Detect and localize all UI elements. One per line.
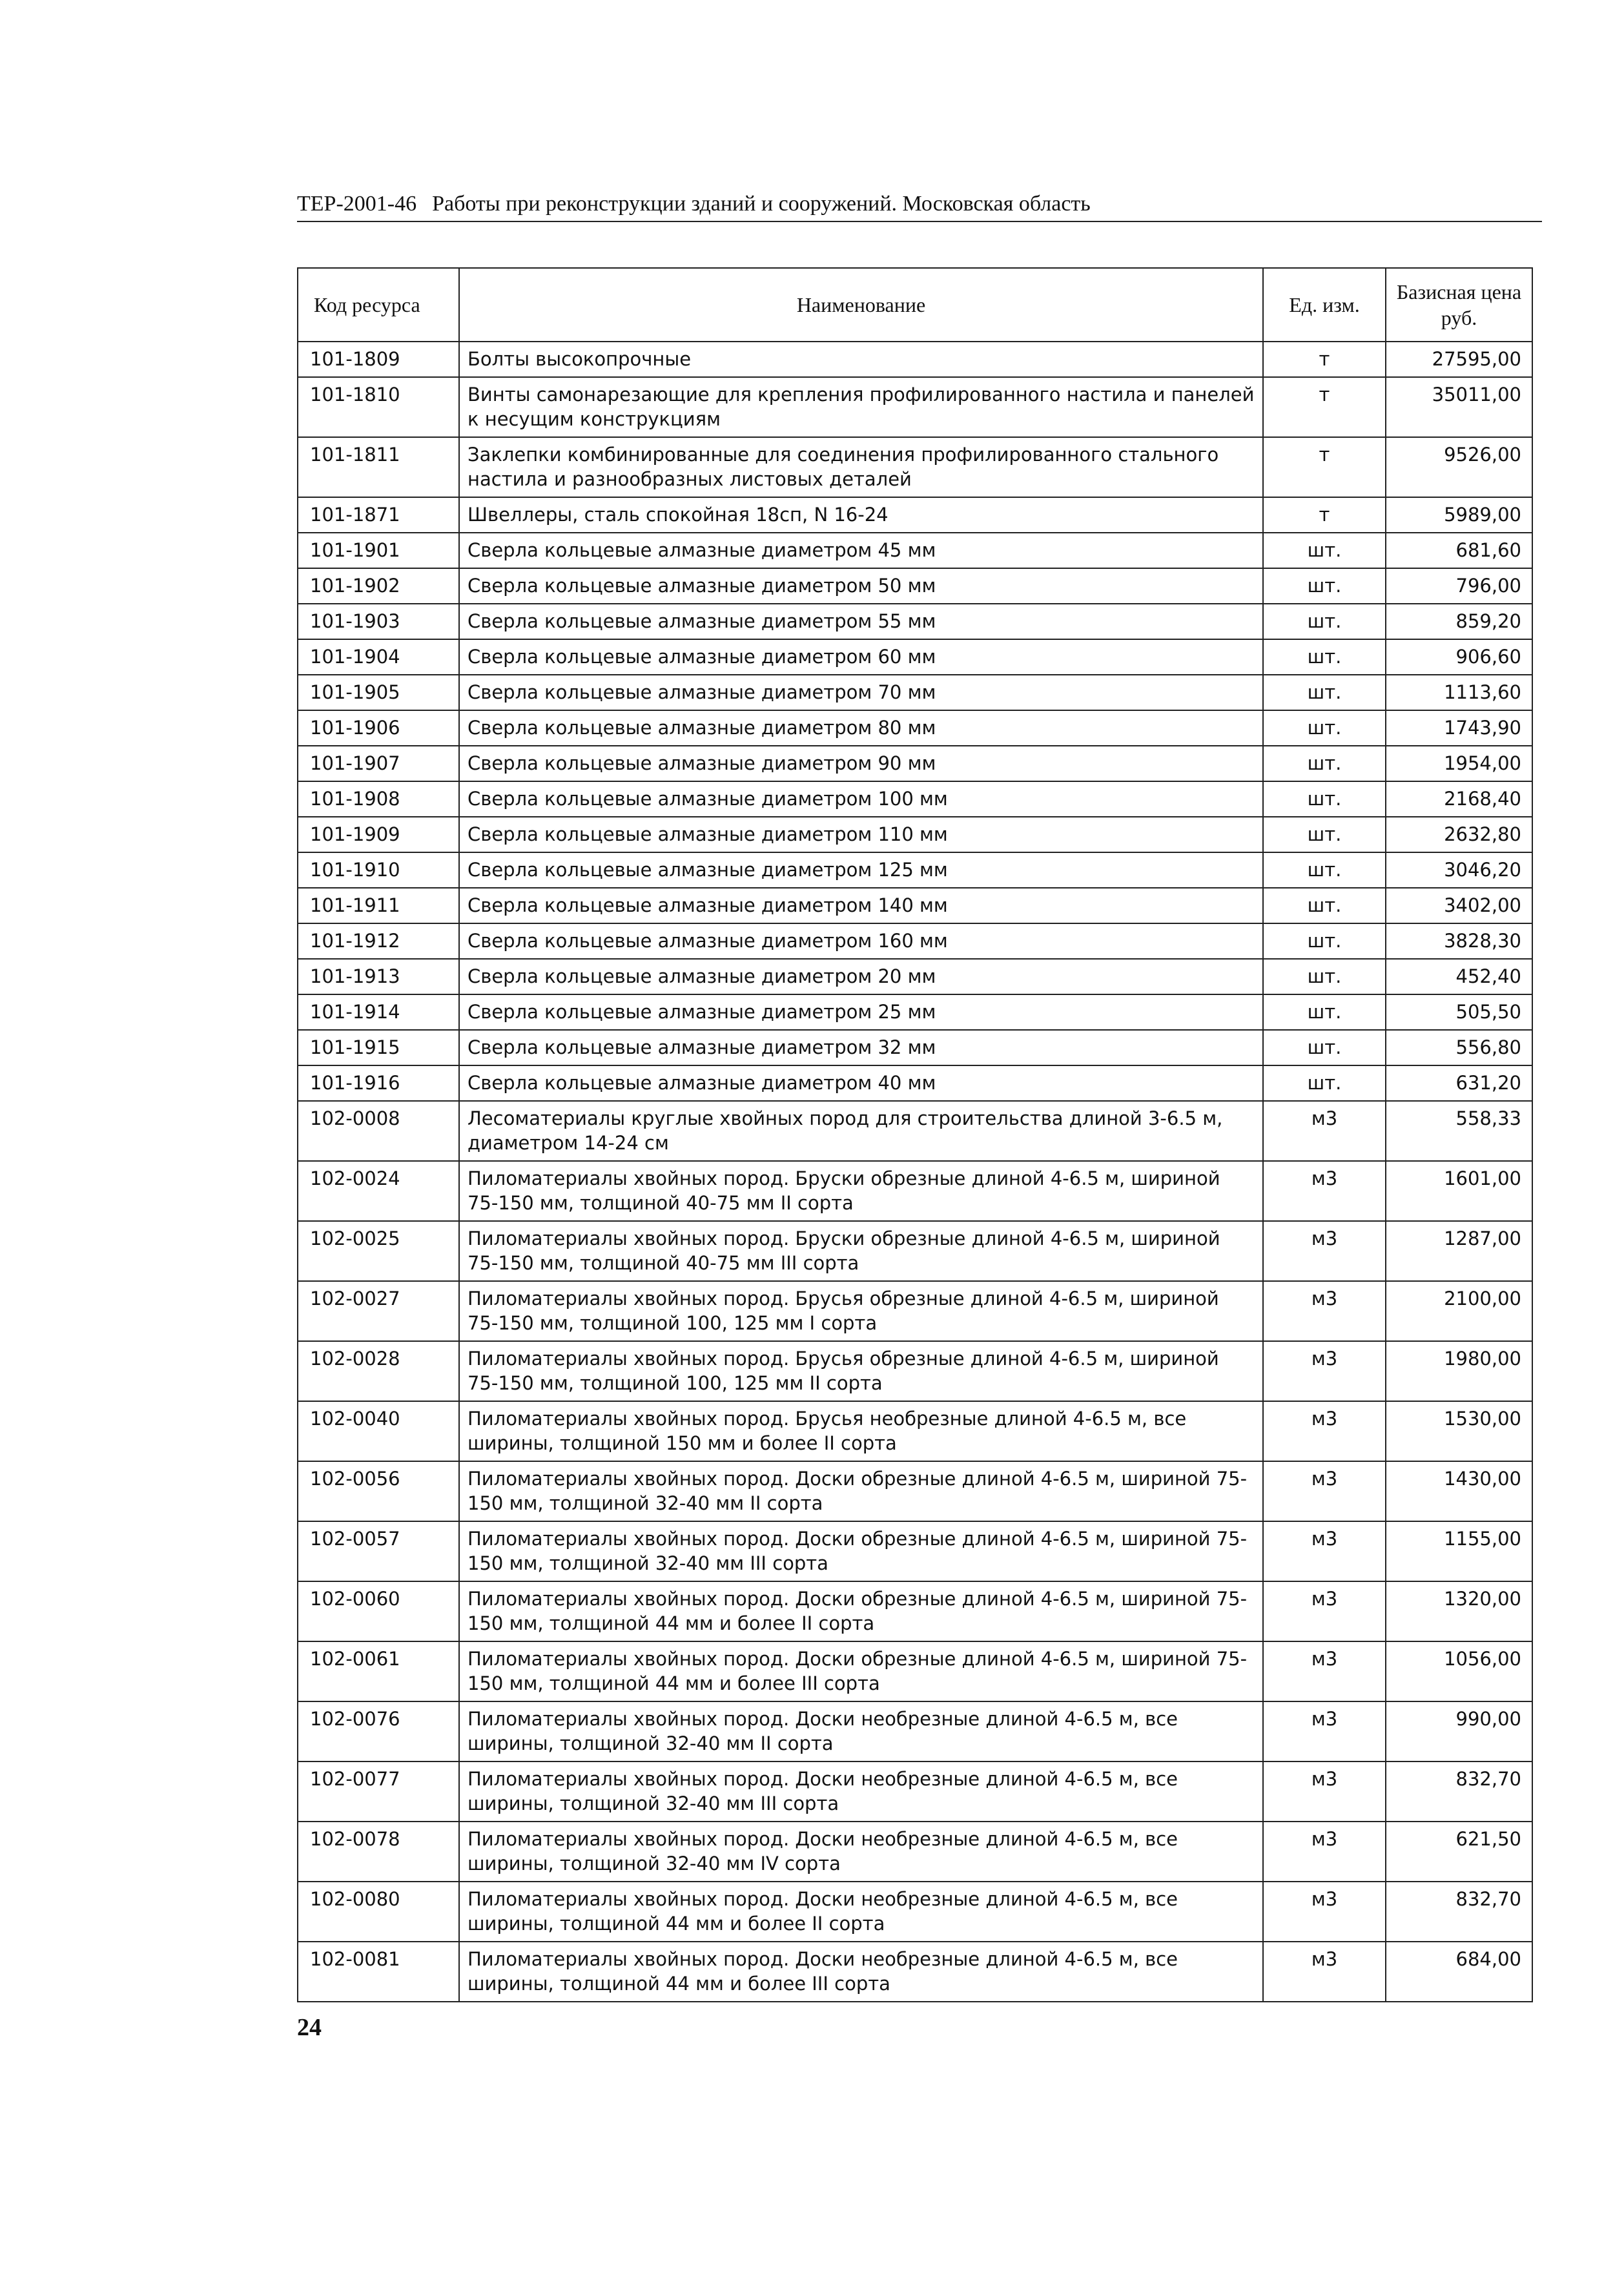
resource-code-cell: 101-1913 — [298, 959, 459, 994]
resource-price-table — [297, 267, 1533, 2002]
table-row — [298, 852, 1532, 888]
resource-name-cell: Сверла кольцевые алмазные диаметром 20 мм — [459, 959, 1263, 994]
price-cell: 558,33 — [1386, 1101, 1532, 1161]
unit-cell: м3 — [1263, 1882, 1386, 1942]
table-row — [298, 568, 1532, 604]
resource-name-cell: Сверла кольцевые алмазные диаметром 140 мм — [459, 888, 1263, 923]
resource-code-cell: 102-0076 — [298, 1701, 459, 1761]
resource-code-cell: 101-1912 — [298, 923, 459, 959]
unit-cell: м3 — [1263, 1401, 1386, 1461]
resource-name-cell: Сверла кольцевые алмазные диаметром 25 мм — [459, 994, 1263, 1030]
resource-name-cell: Пиломатериалы хвойных пород. Доски необрезные длиной 4-6.5 м, все ширины, толщиной 32-40 мм III сорта — [459, 1761, 1263, 1822]
resource-code-cell: 102-0060 — [298, 1581, 459, 1641]
table-row — [298, 342, 1532, 377]
unit-cell: шт. — [1263, 710, 1386, 746]
unit-cell: т — [1263, 437, 1386, 497]
resource-name-cell: Пиломатериалы хвойных пород. Брусья обрезные длиной 4-6.5 м, шириной 75-150 мм, толщиной 100, 125 мм II сорта — [459, 1341, 1263, 1401]
resource-code-cell: 101-1871 — [298, 497, 459, 533]
price-cell: 906,60 — [1386, 639, 1532, 675]
resource-name-cell: Пиломатериалы хвойных пород. Доски обрезные длиной 4-6.5 м, шириной 75-150 мм, толщиной 44 мм и более III сорта — [459, 1641, 1263, 1701]
table-row — [298, 746, 1532, 781]
table-row — [298, 497, 1532, 533]
unit-cell: м3 — [1263, 1461, 1386, 1521]
column-header-code: Код ресурса — [298, 268, 459, 342]
resource-name-cell: Пиломатериалы хвойных пород. Доски необрезные длиной 4-6.5 м, все ширины, толщиной 44 мм и более III сорта — [459, 1942, 1263, 2002]
resource-code-cell: 102-0040 — [298, 1401, 459, 1461]
price-cell: 684,00 — [1386, 1942, 1532, 2002]
price-cell: 3402,00 — [1386, 888, 1532, 923]
resource-code-cell: 101-1903 — [298, 604, 459, 639]
price-cell: 556,80 — [1386, 1030, 1532, 1065]
table-row — [298, 888, 1532, 923]
resource-code-cell: 102-0081 — [298, 1942, 459, 2002]
table-row — [298, 1521, 1532, 1581]
table-row — [298, 377, 1532, 437]
resource-name-cell: Швеллеры, сталь спокойная 18сп, N 16-24 — [459, 497, 1263, 533]
unit-cell: шт. — [1263, 923, 1386, 959]
table-row — [298, 1101, 1532, 1161]
table-row — [298, 1341, 1532, 1401]
price-cell: 832,70 — [1386, 1882, 1532, 1942]
table-header-row — [298, 268, 1532, 342]
unit-cell: м3 — [1263, 1761, 1386, 1822]
table-row — [298, 604, 1532, 639]
price-cell: 2100,00 — [1386, 1281, 1532, 1341]
resource-name-cell: Сверла кольцевые алмазные диаметром 90 мм — [459, 746, 1263, 781]
resource-code-cell: 101-1908 — [298, 781, 459, 817]
resource-code-cell: 101-1911 — [298, 888, 459, 923]
price-cell: 1056,00 — [1386, 1641, 1532, 1701]
resource-code-cell: 101-1901 — [298, 533, 459, 568]
price-cell: 1743,90 — [1386, 710, 1532, 746]
table-row — [298, 1221, 1532, 1281]
price-cell: 505,50 — [1386, 994, 1532, 1030]
unit-cell: шт. — [1263, 852, 1386, 888]
resource-code-cell: 101-1904 — [298, 639, 459, 675]
resource-name-cell: Сверла кольцевые алмазные диаметром 80 мм — [459, 710, 1263, 746]
price-cell: 5989,00 — [1386, 497, 1532, 533]
resource-name-cell: Лесоматериалы круглые хвойных пород для строительства длиной 3-6.5 м, диаметром 14-24 см — [459, 1101, 1263, 1161]
unit-cell: шт. — [1263, 675, 1386, 710]
table-row — [298, 1161, 1532, 1221]
resource-code-cell: 101-1916 — [298, 1065, 459, 1101]
resource-code-cell: 102-0056 — [298, 1461, 459, 1521]
resource-name-cell: Пиломатериалы хвойных пород. Брусья необрезные длиной 4-6.5 м, все ширины, толщиной 150 мм и более II сорта — [459, 1401, 1263, 1461]
price-cell: 2632,80 — [1386, 817, 1532, 852]
table-row — [298, 639, 1532, 675]
resource-code-cell: 101-1810 — [298, 377, 459, 437]
price-cell: 1287,00 — [1386, 1221, 1532, 1281]
table-row — [298, 1942, 1532, 2002]
unit-cell: шт. — [1263, 1065, 1386, 1101]
price-cell: 1430,00 — [1386, 1461, 1532, 1521]
unit-cell: шт. — [1263, 746, 1386, 781]
table-row — [298, 994, 1532, 1030]
price-cell: 452,40 — [1386, 959, 1532, 994]
resource-name-cell: Пиломатериалы хвойных пород. Бруски обрезные длиной 4-6.5 м, шириной 75-150 мм, толщиной 40-75 мм II сорта — [459, 1161, 1263, 1221]
table-header — [298, 268, 1532, 342]
resource-name-cell: Сверла кольцевые алмазные диаметром 40 мм — [459, 1065, 1263, 1101]
unit-cell: м3 — [1263, 1161, 1386, 1221]
table-row — [298, 923, 1532, 959]
price-cell: 681,60 — [1386, 533, 1532, 568]
unit-cell: м3 — [1263, 1701, 1386, 1761]
resource-code-cell: 101-1809 — [298, 342, 459, 377]
resource-code-cell: 101-1902 — [298, 568, 459, 604]
price-cell: 1320,00 — [1386, 1581, 1532, 1641]
unit-cell: м3 — [1263, 1942, 1386, 2002]
resource-name-cell: Сверла кольцевые алмазные диаметром 100 мм — [459, 781, 1263, 817]
resource-name-cell: Пиломатериалы хвойных пород. Бруски обрезные длиной 4-6.5 м, шириной 75-150 мм, толщиной 40-75 мм III сорта — [459, 1221, 1263, 1281]
price-cell: 3046,20 — [1386, 852, 1532, 888]
unit-cell: шт. — [1263, 1030, 1386, 1065]
unit-cell: шт. — [1263, 959, 1386, 994]
price-cell: 859,20 — [1386, 604, 1532, 639]
table-row — [298, 710, 1532, 746]
unit-cell: м3 — [1263, 1221, 1386, 1281]
price-cell: 1530,00 — [1386, 1401, 1532, 1461]
unit-cell: м3 — [1263, 1341, 1386, 1401]
column-header-price: Базисная цена руб. — [1386, 268, 1532, 342]
unit-cell: т — [1263, 377, 1386, 437]
resource-name-cell: Сверла кольцевые алмазные диаметром 60 мм — [459, 639, 1263, 675]
unit-cell: шт. — [1263, 568, 1386, 604]
resource-name-cell: Сверла кольцевые алмазные диаметром 32 мм — [459, 1030, 1263, 1065]
table-row — [298, 1281, 1532, 1341]
unit-cell: т — [1263, 497, 1386, 533]
resource-name-cell: Сверла кольцевые алмазные диаметром 45 мм — [459, 533, 1263, 568]
price-cell: 1113,60 — [1386, 675, 1532, 710]
table-row — [298, 1030, 1532, 1065]
resource-name-cell: Винты самонарезающие для крепления профилированного настила и панелей к несущим конструкциям — [459, 377, 1263, 437]
resource-code-cell: 102-0061 — [298, 1641, 459, 1701]
price-cell: 631,20 — [1386, 1065, 1532, 1101]
resource-code-cell: 102-0025 — [298, 1221, 459, 1281]
unit-cell: м3 — [1263, 1101, 1386, 1161]
resource-code-cell: 101-1909 — [298, 817, 459, 852]
price-cell: 832,70 — [1386, 1761, 1532, 1822]
unit-cell: шт. — [1263, 781, 1386, 817]
resource-code-cell: 102-0080 — [298, 1882, 459, 1942]
resource-name-cell: Пиломатериалы хвойных пород. Доски обрезные длиной 4-6.5 м, шириной 75-150 мм, толщиной 32-40 мм III сорта — [459, 1521, 1263, 1581]
resource-code-cell: 102-0027 — [298, 1281, 459, 1341]
page-number: 24 — [297, 2014, 322, 2041]
table-row — [298, 533, 1532, 568]
document-code: ТЕР-2001-46 — [297, 192, 417, 216]
price-cell: 3828,30 — [1386, 923, 1532, 959]
page-header — [297, 189, 1542, 222]
unit-cell: т — [1263, 342, 1386, 377]
price-cell: 27595,00 — [1386, 342, 1532, 377]
table-row — [298, 1401, 1532, 1461]
resource-name-cell: Пиломатериалы хвойных пород. Доски необрезные длиной 4-6.5 м, все ширины, толщиной 32-40 мм IV сорта — [459, 1822, 1263, 1882]
table-row — [298, 437, 1532, 497]
table-row — [298, 1641, 1532, 1701]
resource-code-cell: 102-0057 — [298, 1521, 459, 1581]
resource-code-cell: 101-1811 — [298, 437, 459, 497]
resource-name-cell: Сверла кольцевые алмазные диаметром 50 мм — [459, 568, 1263, 604]
table-row — [298, 781, 1532, 817]
table-row — [298, 1761, 1532, 1822]
column-header-name: Наименование — [459, 268, 1263, 342]
price-cell: 1601,00 — [1386, 1161, 1532, 1221]
resource-name-cell: Пиломатериалы хвойных пород. Доски обрезные длиной 4-6.5 м, шириной 75-150 мм, толщиной 44 мм и более II сорта — [459, 1581, 1263, 1641]
unit-cell: м3 — [1263, 1521, 1386, 1581]
resource-name-cell: Пиломатериалы хвойных пород. Доски обрезные длиной 4-6.5 м, шириной 75-150 мм, толщиной 32-40 мм II сорта — [459, 1461, 1263, 1521]
table-row — [298, 1882, 1532, 1942]
price-cell: 621,50 — [1386, 1822, 1532, 1882]
resource-code-cell: 102-0028 — [298, 1341, 459, 1401]
resource-code-cell: 102-0077 — [298, 1761, 459, 1822]
table-row — [298, 1701, 1532, 1761]
table-row — [298, 675, 1532, 710]
price-cell: 2168,40 — [1386, 781, 1532, 817]
document-title: Работы при реконструкции зданий и сооружений. Московская область — [432, 192, 1091, 216]
resource-code-cell: 102-0078 — [298, 1822, 459, 1882]
resource-code-cell: 102-0008 — [298, 1101, 459, 1161]
unit-cell: м3 — [1263, 1641, 1386, 1701]
resource-name-cell: Заклепки комбинированные для соединения профилированного стального настила и разнообразных листовых деталей — [459, 437, 1263, 497]
unit-cell: шт. — [1263, 533, 1386, 568]
price-cell: 9526,00 — [1386, 437, 1532, 497]
resource-name-cell: Сверла кольцевые алмазные диаметром 160 мм — [459, 923, 1263, 959]
price-cell: 1954,00 — [1386, 746, 1532, 781]
resource-name-cell: Сверла кольцевые алмазные диаметром 55 мм — [459, 604, 1263, 639]
price-cell: 796,00 — [1386, 568, 1532, 604]
resource-code-cell: 101-1914 — [298, 994, 459, 1030]
table-body — [298, 342, 1532, 2002]
resource-code-cell: 102-0024 — [298, 1161, 459, 1221]
unit-cell: м3 — [1263, 1281, 1386, 1341]
unit-cell: шт. — [1263, 604, 1386, 639]
price-cell: 1980,00 — [1386, 1341, 1532, 1401]
price-cell: 990,00 — [1386, 1701, 1532, 1761]
unit-cell: м3 — [1263, 1581, 1386, 1641]
resource-code-cell: 101-1905 — [298, 675, 459, 710]
unit-cell: м3 — [1263, 1822, 1386, 1882]
resource-name-cell: Сверла кольцевые алмазные диаметром 70 мм — [459, 675, 1263, 710]
resource-name-cell: Сверла кольцевые алмазные диаметром 110 мм — [459, 817, 1263, 852]
resource-code-cell: 101-1915 — [298, 1030, 459, 1065]
resource-code-cell: 101-1910 — [298, 852, 459, 888]
table-row — [298, 1065, 1532, 1101]
table-row — [298, 1461, 1532, 1521]
price-cell: 1155,00 — [1386, 1521, 1532, 1581]
column-header-unit: Ед. изм. — [1263, 268, 1386, 342]
table-row — [298, 959, 1532, 994]
unit-cell: шт. — [1263, 639, 1386, 675]
resource-code-cell: 101-1907 — [298, 746, 459, 781]
unit-cell: шт. — [1263, 994, 1386, 1030]
resource-name-cell: Пиломатериалы хвойных пород. Доски необрезные длиной 4-6.5 м, все ширины, толщиной 32-40 мм II сорта — [459, 1701, 1263, 1761]
resource-code-cell: 101-1906 — [298, 710, 459, 746]
table-row — [298, 1581, 1532, 1641]
unit-cell: шт. — [1263, 888, 1386, 923]
resource-name-cell: Сверла кольцевые алмазные диаметром 125 мм — [459, 852, 1263, 888]
price-cell: 35011,00 — [1386, 377, 1532, 437]
table-row — [298, 817, 1532, 852]
resource-name-cell: Пиломатериалы хвойных пород. Брусья обрезные длиной 4-6.5 м, шириной 75-150 мм, толщиной 100, 125 мм I сорта — [459, 1281, 1263, 1341]
resource-name-cell: Пиломатериалы хвойных пород. Доски необрезные длиной 4-6.5 м, все ширины, толщиной 44 мм и более II сорта — [459, 1882, 1263, 1942]
table-row — [298, 1822, 1532, 1882]
resource-name-cell: Болты высокопрочные — [459, 342, 1263, 377]
unit-cell: шт. — [1263, 817, 1386, 852]
